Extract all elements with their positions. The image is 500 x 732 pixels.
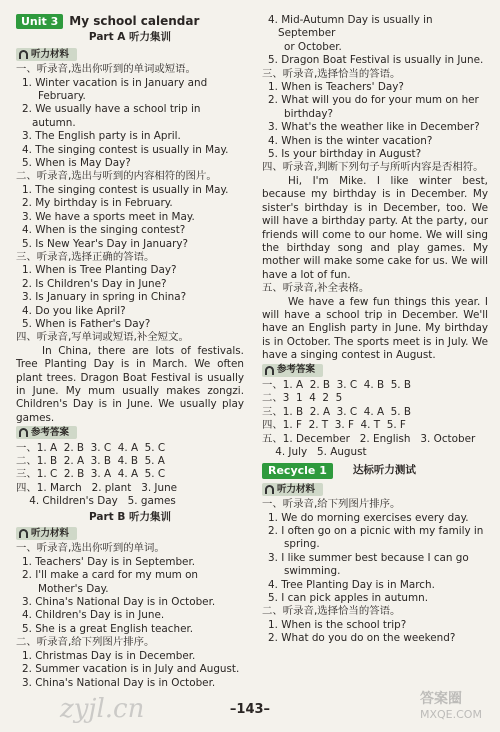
list-item: 5. Is your birthday in August? bbox=[268, 148, 422, 161]
list-item: 5. I can pick apples in autumn. bbox=[268, 592, 429, 605]
answer-line: 二、1. B 2. A 3. B 4. B 5. A bbox=[16, 455, 165, 467]
list-item: 4. Do you like April? bbox=[22, 304, 126, 317]
list-item: 3. China's National Day is in October. bbox=[22, 596, 216, 609]
list-item: 1. When is the school trip? bbox=[268, 618, 407, 631]
list-item: 5. Is New Year's Day in January? bbox=[22, 237, 189, 250]
section-a1 bbox=[16, 63, 244, 170]
headphones-icon bbox=[265, 366, 274, 375]
section-heading: 三、听录音,选择正确的答语。 bbox=[16, 250, 155, 263]
section-r2 bbox=[262, 605, 488, 645]
answer-line: 三、1. C 2. B 3. A 4. A 5. C bbox=[16, 468, 166, 481]
tag-label: 参考答案 bbox=[277, 364, 316, 376]
list-item: 3. What's the weather like in December? bbox=[268, 121, 480, 134]
list-item: 3. The English party is in April. bbox=[22, 130, 181, 143]
section-heading: 一、听录音,选出你听到的单词。 bbox=[16, 542, 165, 555]
passage: Hi, I'm Mike. I like winter best, because my birthday is in December. My sister's birthday is in December, too. We will have a birthday party. At the party, our friends will come to our home. We will sing the birthday song and play games. My mother will make some cake for us. We will have a lot of fun. bbox=[262, 174, 488, 281]
list-item: 2. I'll make a card for my mum on bbox=[22, 569, 199, 582]
headphones-icon bbox=[265, 485, 274, 494]
section-b1 bbox=[16, 542, 244, 636]
answers-a bbox=[16, 442, 244, 509]
list-item: 1. When is Teachers' Day? bbox=[268, 81, 404, 94]
headphones-icon bbox=[19, 529, 28, 538]
section-a4 bbox=[16, 331, 244, 425]
section-heading: 一、听录音,选出你听到的单词或短语。 bbox=[16, 63, 196, 76]
section-a3 bbox=[16, 251, 244, 331]
list-item: birthday? bbox=[284, 107, 334, 120]
section-heading: 五、听录音,补全表格。 bbox=[262, 282, 370, 295]
list-item: 5. Dragon Boat Festival is usually in June. bbox=[268, 54, 484, 67]
list-item: spring. bbox=[284, 538, 320, 551]
material-tag-r bbox=[262, 483, 323, 496]
list-item: 2. What do you do on the weekend? bbox=[268, 632, 456, 645]
recycle-badge: Recycle 1 bbox=[262, 463, 333, 478]
section-heading: 二、听录音,选出与听到的内容相符的图片。 bbox=[16, 170, 217, 183]
section-a2 bbox=[16, 170, 244, 250]
answers-tag bbox=[16, 426, 77, 439]
list-item: 3. China's National Day is in October. bbox=[22, 676, 216, 689]
right-column bbox=[262, 14, 488, 646]
headphones-icon bbox=[19, 50, 28, 59]
list-item: 4. Tree Planting Day is in March. bbox=[268, 578, 435, 591]
section-heading: 四、听录音,判断下列句子与所听内容是否相符。 bbox=[262, 161, 484, 174]
list-item: 1. Christmas Day is in December. bbox=[22, 649, 196, 662]
section-heading: 四、听录音,写单词或短语,补全短文。 bbox=[16, 331, 189, 344]
list-item: 2. Summer vacation is in July and August. bbox=[22, 663, 240, 676]
section-heading: 二、听录音,给下列图片排序。 bbox=[16, 636, 155, 649]
answer-line: 4. Children's Day 5. games bbox=[16, 495, 176, 508]
answer-line: 4. July 5. August bbox=[262, 446, 367, 458]
list-item: 4. When is the winter vacation? bbox=[268, 134, 433, 147]
answers-tag-b bbox=[262, 364, 323, 377]
list-item: 1. When is Tree Planting Day? bbox=[22, 264, 177, 277]
passage: We have a few fun things this year. I will have a school trip in December. We'll have an English party in June. My birthday is in October. The sports meet is in July. We have a singing contest in August. bbox=[262, 295, 488, 362]
watermark-right-url: MXQE.COM bbox=[420, 708, 482, 721]
part-a-title: Part A 听力集训 bbox=[88, 31, 172, 44]
answers-b bbox=[262, 379, 488, 459]
recycle-header bbox=[262, 463, 488, 478]
tag-label: 听力材料 bbox=[31, 527, 70, 539]
left-column bbox=[16, 14, 244, 690]
list-item: 3. I like summer best because I can go bbox=[268, 551, 469, 564]
list-item: 4. The singing contest is usually in May. bbox=[22, 143, 229, 156]
list-item: 4. When is the singing contest? bbox=[22, 224, 186, 237]
section-heading: 二、听录音,选择恰当的答语。 bbox=[262, 605, 401, 618]
section-b5 bbox=[262, 282, 488, 362]
unit-title: My school calendar bbox=[69, 14, 200, 28]
section-heading: 三、听录音,选择恰当的答语。 bbox=[262, 67, 401, 80]
answer-line: 四、1. F 2. T 3. F 4. T 5. F bbox=[262, 419, 406, 432]
list-item: 1. Winter vacation is in January and bbox=[22, 76, 208, 89]
section-r1 bbox=[262, 498, 488, 605]
section-heading: 一、听录音,给下列图片排序。 bbox=[262, 498, 401, 511]
recycle-title: 达标听力测试 bbox=[352, 464, 416, 477]
answer-line: 一、1. A 2. B 3. C 4. A 5. C bbox=[16, 441, 166, 454]
unit-header bbox=[16, 14, 244, 29]
list-item: 1. Teachers' Day is in September. bbox=[22, 555, 196, 568]
list-item: 1. The singing contest is usually in May. bbox=[22, 183, 229, 196]
list-item: or October. bbox=[284, 40, 342, 53]
headphones-icon bbox=[19, 428, 28, 437]
part-b-title: Part B 听力集训 bbox=[88, 510, 171, 523]
list-item: Mother's Day. bbox=[38, 582, 109, 595]
list-item: 5. When is Father's Day? bbox=[22, 317, 151, 330]
section-b3 bbox=[262, 68, 488, 162]
list-item: 3. We have a sports meet in May. bbox=[22, 210, 195, 223]
section-b4 bbox=[262, 161, 488, 282]
list-item: 4. Mid-Autumn Day is usually in September bbox=[268, 14, 433, 40]
page-number: –143– bbox=[229, 702, 271, 717]
list-item: 5. She is a great English teacher. bbox=[22, 622, 194, 635]
answer-line: 二、3 1 4 2 5 bbox=[262, 392, 343, 405]
answer-line: 五、1. December 2. English 3. October bbox=[262, 432, 476, 445]
list-item: 3. Is January in spring in China? bbox=[22, 291, 187, 304]
list-item: 4. Children's Day is in June. bbox=[22, 609, 165, 622]
list-item: 2. What will you do for your mum on her bbox=[268, 94, 479, 107]
list-item: swimming. bbox=[284, 565, 341, 578]
watermark-right: 答案圈 bbox=[420, 691, 462, 707]
list-item: 2. We usually have a school trip in autumn. bbox=[22, 103, 201, 129]
list-item: 2. I often go on a picnic with my family in bbox=[268, 525, 484, 538]
answer-line: 三、1. B 2. A 3. C 4. A 5. B bbox=[262, 405, 412, 418]
material-tag bbox=[16, 48, 77, 61]
answer-line: 四、1. March 2. plant 3. June bbox=[16, 481, 178, 494]
section-b2 bbox=[16, 636, 244, 690]
section-b2-cont bbox=[262, 14, 488, 68]
watermark-left: zyjl.cn bbox=[60, 694, 145, 724]
tag-label: 参考答案 bbox=[31, 426, 70, 438]
list-item: 2. My birthday is in February. bbox=[22, 197, 173, 210]
material-tag-b bbox=[16, 527, 77, 540]
passage: In China, there are lots of festivals. Tree Planting Day is in March. We often plant trees. Dragon Boat Festival is usually in June. My mum usually makes zongzi. Children's Day is in June. We usually play games. bbox=[16, 344, 244, 424]
tag-label: 听力材料 bbox=[277, 483, 316, 495]
answer-line: 一、1. A 2. B 3. C 4. B 5. B bbox=[262, 378, 412, 391]
list-item: February. bbox=[38, 90, 86, 103]
list-item: 1. We do morning exercises every day. bbox=[268, 511, 469, 524]
tag-label: 听力材料 bbox=[31, 48, 70, 60]
list-item: 5. When is May Day? bbox=[22, 157, 131, 170]
unit-badge: Unit 3 bbox=[16, 14, 63, 29]
list-item: 2. Is Children's Day in June? bbox=[22, 277, 167, 290]
